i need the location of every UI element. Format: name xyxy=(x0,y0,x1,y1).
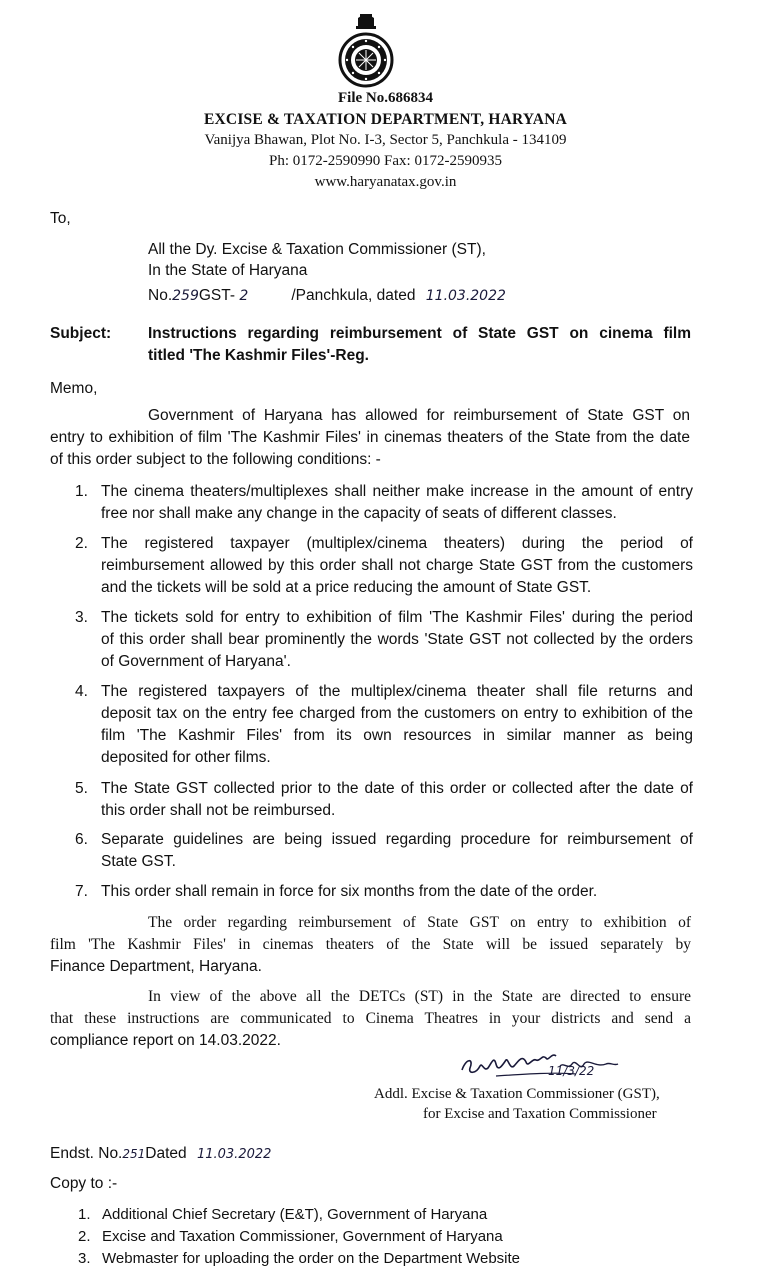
haryana-emblem-icon xyxy=(331,12,401,88)
condition-line: this order shall not be reimbursed. xyxy=(101,802,336,819)
detc-para-line-3: compliance report on 14.03.2022. xyxy=(50,1032,281,1049)
condition-line: State GST. xyxy=(101,853,176,870)
letterhead xyxy=(0,88,771,193)
recipient-line-2: In the State of Haryana xyxy=(148,262,308,279)
condition-number: 6. xyxy=(75,831,88,848)
subject-line-2: titled 'The Kashmir Files'-Reg. xyxy=(148,347,369,364)
copy-to-text: Additional Chief Secretary (E&T), Government of Haryana xyxy=(102,1206,488,1223)
endst-handwritten-date: 11.03.2022 xyxy=(196,1147,272,1162)
signature-date: 11/3/22 xyxy=(548,1064,595,1078)
department-address: Vanijya Bhawan, Plot No. I-3, Sector 5, Panchkula - 134109 xyxy=(204,132,567,148)
condition-line: of Government of Haryana'. xyxy=(101,653,291,670)
condition-line: deposited for other films. xyxy=(101,749,271,766)
condition-line: deposit tax on the entry fee charged from the customers on entry to exhibition of the xyxy=(101,705,693,722)
detc-para-line-1: In view of the above all the DETCs (ST) in the State are directed to ensure xyxy=(148,988,691,1005)
condition-number: 2. xyxy=(75,535,88,552)
reference-number xyxy=(148,285,506,307)
condition-line: and the tickets will be sold at a price reducing the amount of State GST. xyxy=(101,579,592,596)
ref-handwritten-date: 11.03.2022 xyxy=(425,288,506,304)
ref-prefix: No. xyxy=(148,287,173,304)
subject-label: Subject: xyxy=(50,325,112,342)
file-number: File No.686834 xyxy=(338,90,433,106)
subject-line-1: Instructions regarding reimbursement of State GST on cinema film xyxy=(148,325,691,342)
copy-to-item-1 xyxy=(78,1204,487,1226)
ref-handwritten-number: 259 xyxy=(172,288,199,304)
condition-line: The cinema theaters/multiplexes shall neither make increase in the amount of entry xyxy=(101,483,693,500)
copy-to-number: 3. xyxy=(78,1250,91,1267)
condition-line: Separate guidelines are being issued regarding procedure for reimbursement of xyxy=(101,831,693,848)
copy-to-text: Excise and Taxation Commissioner, Government of Haryana xyxy=(102,1228,503,1245)
phone-fax: Ph: 0172-2590990 Fax: 0172-2590935 xyxy=(269,153,502,169)
condition-line: reimbursement allowed by this order shall not charge State GST from the customers xyxy=(101,557,693,574)
condition-number: 1. xyxy=(75,483,88,500)
recipient-line-1: All the Dy. Excise & Taxation Commissioner (ST), xyxy=(148,241,486,258)
endorsement-line xyxy=(50,1143,271,1166)
condition-line: This order shall remain in force for six months from the date of the order. xyxy=(101,883,598,900)
copy-to-number: 2. xyxy=(78,1228,91,1245)
copy-to-number: 1. xyxy=(78,1206,91,1223)
condition-line: The State GST collected prior to the date of this order or collected after the date of xyxy=(101,780,693,797)
endst-handwritten-number: 251 xyxy=(122,1147,146,1161)
copy-to-item-3 xyxy=(78,1248,520,1270)
copy-to-label: Copy to :- xyxy=(50,1175,118,1192)
endst-dated-label: Dated xyxy=(145,1145,187,1162)
ref-handwritten-2: 2 xyxy=(239,288,249,304)
memo-label: Memo, xyxy=(50,380,98,397)
website: www.haryanatax.gov.in xyxy=(314,174,457,190)
condition-line: film 'The Kashmir Files' from its own resources in similar manner as being xyxy=(101,727,693,744)
endst-prefix: Endst. No. xyxy=(50,1145,123,1162)
condition-line: of this order shall bear prominently the words 'State GST not collected by the orders xyxy=(101,631,693,648)
condition-line: The tickets sold for entry to exhibition of film 'The Kashmir Files' during the period xyxy=(101,609,693,626)
to-label: To, xyxy=(50,210,71,227)
copy-to-text: Webmaster for uploading the order on the Department Website xyxy=(102,1250,521,1267)
finance-para-line-3: Finance Department, Haryana. xyxy=(50,958,262,975)
condition-number: 4. xyxy=(75,683,88,700)
condition-line: The registered taxpayers of the multiplex/cinema theater shall file returns and xyxy=(101,683,693,700)
intro-line-2: entry to exhibition of film 'The Kashmir Files' in cinemas theaters of the State from the date xyxy=(50,429,690,446)
finance-para-line-1: The order regarding reimbursement of State GST on entry to exhibition of xyxy=(148,914,691,931)
condition-line: free nor shall make any change in the capacity of seats of different classes. xyxy=(101,505,617,522)
finance-para-line-2: film 'The Kashmir Files' in cinemas theaters of the State will be issued separately by xyxy=(50,936,691,953)
copy-to-item-2 xyxy=(78,1226,503,1248)
department-name: EXCISE & TAXATION DEPARTMENT, HARYANA xyxy=(204,111,567,128)
intro-line-3: of this order subject to the following conditions: - xyxy=(50,451,381,468)
signatory-for-line: for Excise and Taxation Commissioner xyxy=(423,1106,657,1122)
condition-number: 5. xyxy=(75,780,88,797)
ref-suffix: /Panchkula, dated xyxy=(291,287,416,304)
intro-line-1: Government of Haryana has allowed for reimbursement of State GST on xyxy=(148,407,690,424)
condition-number: 7. xyxy=(75,883,88,900)
condition-line: The registered taxpayer (multiplex/cinema theaters) during the period of xyxy=(101,535,693,552)
signatory-designation: Addl. Excise & Taxation Commissioner (GST), xyxy=(374,1086,660,1102)
condition-number: 3. xyxy=(75,609,88,626)
ref-mid: GST- xyxy=(198,287,240,304)
detc-para-line-2: that these instructions are communicated to Cinema Theatres in your districts and send a xyxy=(50,1010,691,1027)
